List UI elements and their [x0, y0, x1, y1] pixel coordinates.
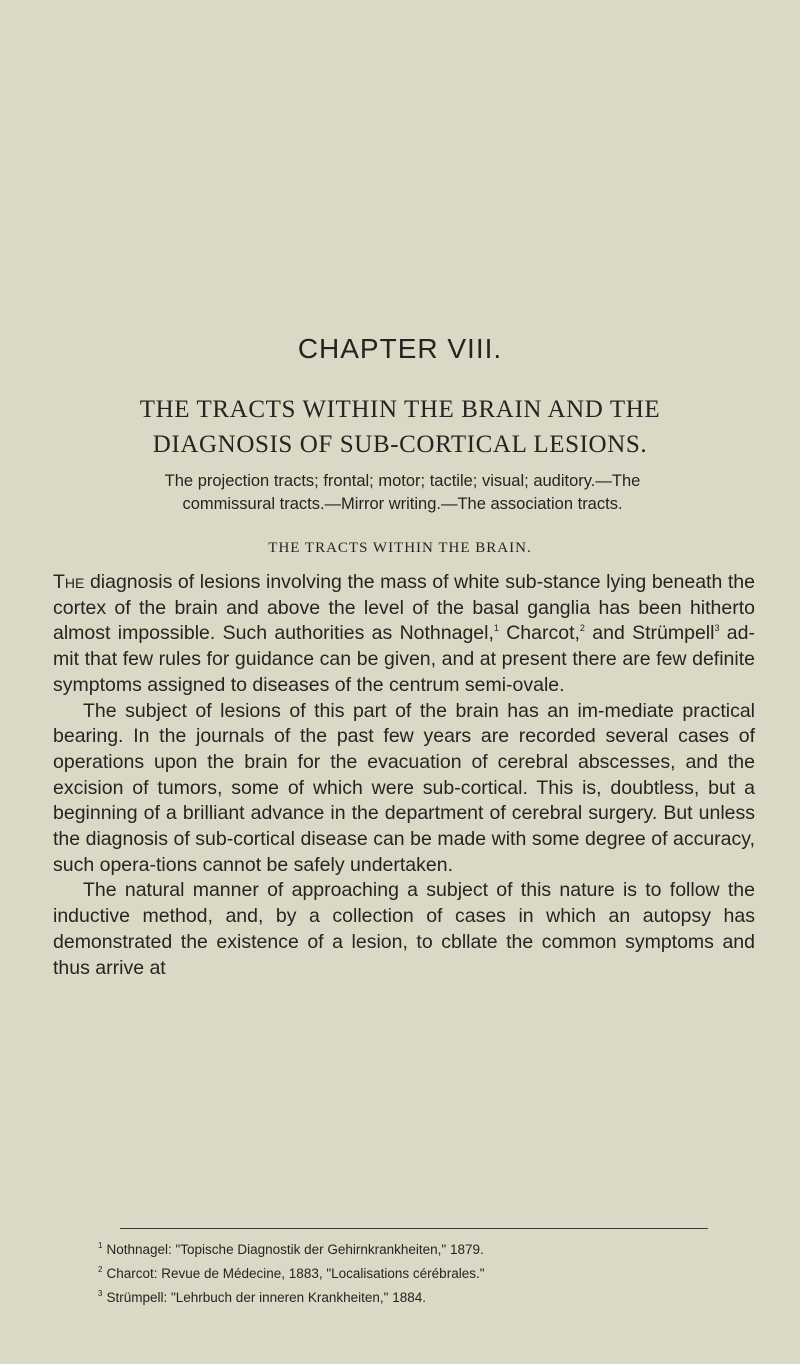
footnote-number: 2: [98, 1265, 103, 1274]
chapter-title-line-2: DIAGNOSIS OF SUB-CORTICAL LESIONS.: [152, 431, 648, 458]
chapter-title: [60, 392, 740, 462]
chapter-title-line-1: THE TRACTS WITHIN THE BRAIN AND THE: [139, 396, 661, 423]
paragraph-1: [53, 570, 755, 699]
synopsis-line-2: commissural tracts.—Mirror writing.—The association tracts.: [182, 495, 623, 513]
footnote-2: [98, 1260, 738, 1284]
chapter-synopsis: [90, 470, 715, 516]
footnote-number: 1: [98, 1241, 103, 1250]
footnote-text: Charcot: Revue de Médecine, 1883, "Localisations cérébrales.": [106, 1266, 485, 1281]
footnote-ref-3: 3: [714, 623, 720, 634]
paragraph-1-part-3: and Strümpell: [584, 622, 715, 645]
paragraph-2: The subject of lesions of this part of the brain has an im-mediate practical bearing. In the journals of the past few years are recorded several cases of operations upon the brain for the evacuation of cerebral abscesses, and the excision of tumors, some of which were sub-cortical. This is, doubtless, but a beginning of a brilliant advance in the department of cerebral surgery. But unless the diagnosis of sub-cortical disease can be made with some degree of accuracy, such opera-tions cannot be safely undertaken.: [53, 699, 755, 876]
footnote-ref-2: 2: [579, 623, 585, 634]
footnote-ref-1: 1: [493, 623, 499, 634]
paragraph-3: The natural manner of approaching a subject of this nature is to follow the inductive method, and, by a collection of cases in which an autopsy has demonstrated the existence of a lesion, to cbllate the common symptoms and thus arrive at: [53, 879, 755, 979]
body-text: [53, 570, 755, 981]
lead-word: The: [53, 571, 85, 593]
footnote-3: [98, 1284, 738, 1308]
footnote-1: [98, 1236, 738, 1260]
footnote-text: Strümpell: "Lehrbuch der inneren Krankheiten," 1884.: [106, 1290, 426, 1305]
footnote-text: Nothnagel: "Topische Diagnostik der Gehirnkrankheiten," 1879.: [106, 1242, 484, 1257]
paragraph-1-part-1: diagnosis of lesions involving the mass of white sub-stance lying beneath the cortex of the brain and above the level of the basal ganglia has been hitherto almost impossible. Such authorities as Nothnagel,: [53, 571, 755, 645]
footnote-divider: [120, 1228, 708, 1229]
paragraph-1-part-4: ad-mit that few rules for guidance can be given, and at present there are few definite symptoms assigned to diseases of the centrum semi-ovale.: [53, 622, 755, 696]
footnotes: [98, 1236, 738, 1308]
footnote-number: 3: [98, 1289, 103, 1298]
paragraph-1-part-2: Charcot,: [498, 622, 580, 645]
synopsis-line-1: The projection tracts; frontal; motor; tactile; visual; auditory.—The: [164, 472, 641, 490]
chapter-heading: CHAPTER VIII.: [297, 333, 503, 364]
section-heading: THE TRACTS WITHIN THE BRAIN.: [268, 540, 532, 556]
